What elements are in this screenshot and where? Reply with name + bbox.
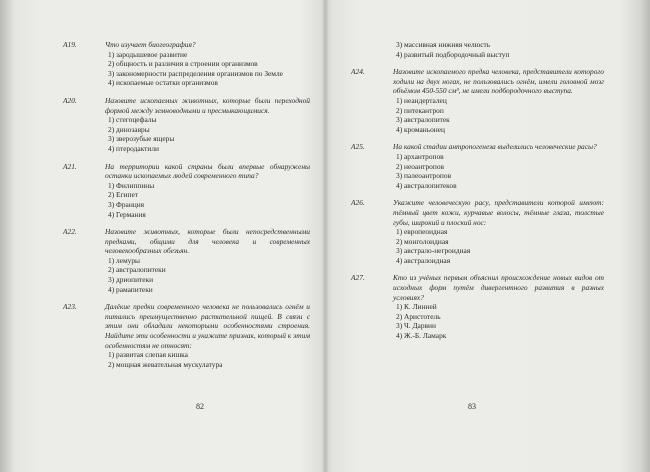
answer-option: 1) Филиппины [108, 180, 155, 190]
answer-options [84, 115, 310, 153]
question-number: А25. [351, 142, 365, 152]
answer-option: 3) дриопитеки [108, 275, 154, 285]
answer-option: 2) динозавры [108, 124, 150, 134]
answer-option: 3) Франция [108, 199, 145, 209]
question-a25 [351, 142, 604, 190]
question-number: А27. [351, 273, 365, 283]
answer-option: 4) кроманьонец [396, 124, 445, 134]
question-number: А22. [63, 227, 77, 237]
answer-option: 3) Ч. Дарвин [396, 321, 436, 331]
answer-option: 4) австралопитеков [396, 180, 457, 190]
question-number: А23. [63, 302, 77, 312]
question-text: На территории какой страны были впервые обнаружены останки ископаемых людей современного типа? [105, 161, 310, 181]
page-number: 83 [468, 402, 476, 411]
answer-options [372, 302, 604, 340]
answer-option: 2) Египет [108, 190, 138, 200]
answer-option: 2) неоантропов [396, 161, 445, 171]
answer-option: 4) Ж.-Б. Ламарк [396, 331, 447, 341]
question-number: А26. [351, 198, 365, 208]
book-spine [322, 0, 328, 472]
question-number: А19. [63, 40, 77, 49]
answer-option: 3) зверозубые ящеры [108, 134, 175, 144]
answer-option: 2) питекантроп [396, 105, 444, 115]
left-page [63, 40, 310, 377]
answer-option: 2) общность и различия в строении организмов [108, 59, 258, 69]
answer-options [372, 227, 604, 265]
question-a26 [351, 198, 604, 265]
continued-options [372, 40, 604, 59]
question-a21 [63, 161, 310, 220]
answer-option: 3) палеоантропов [396, 171, 452, 181]
question-a27 [351, 273, 604, 341]
answer-option: 4) птеродактили [108, 143, 160, 153]
answer-option: 1) зародышевое развитие [108, 49, 188, 59]
question-text: На какой стадии антропогенеза выделились человеческие расы? [393, 142, 597, 152]
answer-option: 1) развитая слепая кишка [108, 350, 188, 360]
answer-options [372, 96, 604, 134]
question-a20 [63, 95, 310, 154]
answer-option: 1) архантропов [396, 151, 444, 161]
answer-option: 1) лемуры [108, 255, 141, 265]
right-page [351, 40, 604, 349]
answer-option: 2) австралопитеки [108, 265, 166, 275]
answer-options [84, 256, 310, 294]
answer-option: 3) массивная нижняя челюсть [396, 40, 491, 49]
answer-option: 4) ископаемые остатки организмов [108, 78, 218, 88]
question-a23 [63, 302, 310, 369]
page-number: 82 [196, 402, 204, 411]
answer-option: 3) австралопитек [396, 115, 450, 125]
answer-option: 1) стегоцефалы [108, 115, 157, 125]
answer-option: 4) Германия [108, 209, 146, 219]
question-text: Назовите животных, которые были непосредственными предками, общими для человека и современных человекообразных обезьян. [105, 227, 310, 256]
question-number: А21. [63, 161, 77, 171]
answer-options [84, 350, 310, 369]
answer-option: 2) мощная жевательная мускулатура [108, 359, 223, 369]
answer-option: 4) развитый подбородочный выступ [396, 49, 510, 59]
question-text: Назовите ископаемых животных, которые были переходной формой между земноводными и пресмыкающимися. [105, 95, 310, 115]
answer-options [372, 152, 604, 190]
question-text: Кто из учёных первым объяснил происхождение новых видов от исходных форм путём дивергентного развития в разных условиях? [393, 273, 604, 302]
question-a22 [63, 227, 310, 294]
answer-option: 2) Аристотель [396, 311, 441, 321]
question-number: А20. [63, 95, 77, 105]
question-number: А24. [351, 67, 365, 77]
question-text: Что изучает биогеография? [105, 40, 196, 49]
answer-option: 1) К. Линней [396, 302, 437, 312]
answer-option: 1) европеоидная [396, 227, 448, 237]
answer-options [84, 50, 310, 88]
answer-option: 4) рамапитеки [108, 284, 153, 294]
question-text: Укажите человеческую расу, представители которой имеют: тёмный цвет кожи, курчавые волосы, тёмные глаза, толстые губы, широкий и плоский нос: [393, 198, 604, 227]
answer-options [84, 181, 310, 219]
answer-option: 1) неандерталец [396, 95, 447, 105]
question-a24 [351, 67, 604, 134]
answer-option: 3) закономерности распределения организмов по Земле [108, 68, 283, 78]
question-a19 [63, 40, 310, 88]
question-text: Назовите ископаемого предка человека, представители которого ходили на двух ногах, не пользовались огнём, имели головной мозг объёмом 450-550 см³, не имели подбородочного выступа. [393, 67, 604, 96]
answer-option: 3) австрало-негроидная [396, 246, 471, 256]
question-text: Далёкие предки современного человека не пользовались огнём и питались преимущественно растительной пищей. В связи с этим они обладали некоторыми особенностями строения. Найдите эти особенности и укажите признак, который к этим особенностям не относят: [105, 302, 310, 350]
answer-option: 2) монголоидная [396, 236, 449, 246]
answer-option: 4) австралоидная [396, 255, 451, 265]
